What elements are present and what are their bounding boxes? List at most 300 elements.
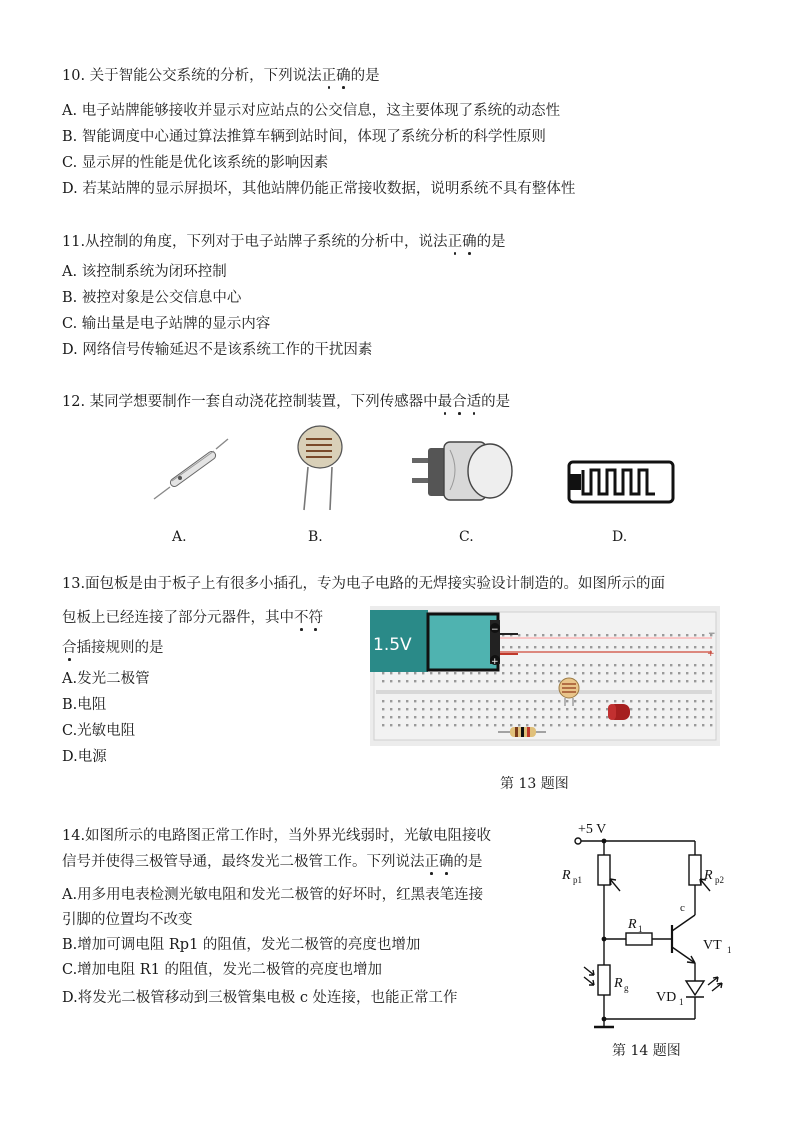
sensor-d-image	[565, 458, 677, 508]
breadboard-hole	[558, 700, 560, 702]
sensor-d-label: D.	[612, 529, 628, 545]
breadboard-hole	[630, 680, 632, 682]
breadboard-hole	[534, 680, 536, 682]
vd1-label: VD	[656, 990, 677, 1005]
breadboard-hole	[598, 708, 600, 710]
vt1-sub-label: 1	[727, 945, 732, 955]
breadboard-hole	[430, 680, 432, 682]
breadboard-hole	[566, 646, 568, 648]
sensor-b-image	[290, 425, 350, 515]
breadboard-hole	[678, 634, 680, 636]
breadboard-hole	[606, 680, 608, 682]
breadboard-hole	[566, 664, 568, 666]
breadboard-hole	[550, 646, 552, 648]
q12-stem: 12. 某同学想要制作一套自动浇花控制装置，下列传感器中最合适的是	[62, 394, 511, 410]
breadboard-hole	[678, 724, 680, 726]
breadboard-hole	[614, 672, 616, 674]
breadboard-hole	[510, 700, 512, 702]
breadboard-hole	[486, 716, 488, 718]
vt1-label: VT	[703, 938, 722, 953]
breadboard-hole	[462, 716, 464, 718]
battery-voltage-label: 1.5V	[373, 635, 412, 655]
breadboard-hole	[542, 634, 544, 636]
breadboard-hole	[526, 634, 528, 636]
breadboard-hole	[646, 708, 648, 710]
breadboard-hole	[558, 716, 560, 718]
breadboard-hole	[422, 672, 424, 674]
breadboard-hole	[662, 664, 664, 666]
breadboard-hole	[582, 664, 584, 666]
breadboard-hole	[542, 672, 544, 674]
breadboard-hole	[702, 724, 704, 726]
breadboard-hole	[606, 724, 608, 726]
breadboard-hole	[638, 672, 640, 674]
breadboard-hole	[654, 646, 656, 648]
breadboard-hole	[710, 700, 712, 702]
breadboard-hole	[430, 708, 432, 710]
q13-option-b: B.电阻	[62, 697, 107, 713]
breadboard-hole	[446, 708, 448, 710]
breadboard-hole	[398, 700, 400, 702]
breadboard-hole	[502, 672, 504, 674]
breadboard-hole	[478, 708, 480, 710]
breadboard-hole	[598, 700, 600, 702]
breadboard-hole	[606, 672, 608, 674]
breadboard-hole	[710, 664, 712, 666]
breadboard-hole	[494, 716, 496, 718]
breadboard-hole	[558, 664, 560, 666]
rail-minus-label: −	[708, 629, 716, 639]
breadboard-hole	[670, 634, 672, 636]
breadboard-hole	[670, 716, 672, 718]
breadboard-hole	[630, 664, 632, 666]
breadboard-hole	[534, 646, 536, 648]
breadboard-hole	[646, 716, 648, 718]
breadboard-hole	[510, 680, 512, 682]
breadboard-hole	[646, 634, 648, 636]
battery-minus-label: −	[491, 625, 499, 635]
breadboard-hole	[550, 700, 552, 702]
breadboard-hole	[686, 672, 688, 674]
breadboard-hole	[606, 646, 608, 648]
breadboard-hole	[446, 716, 448, 718]
breadboard-hole	[502, 646, 504, 648]
breadboard-hole	[582, 716, 584, 718]
breadboard-hole	[478, 716, 480, 718]
breadboard-hole	[598, 716, 600, 718]
breadboard-hole	[486, 708, 488, 710]
q10-option-c: C. 显示屏的性能是优化该系统的影响因素	[62, 155, 329, 171]
breadboard-hole	[510, 646, 512, 648]
breadboard-hole	[478, 680, 480, 682]
breadboard-hole	[614, 700, 616, 702]
breadboard-hole	[502, 716, 504, 718]
breadboard-hole	[518, 664, 520, 666]
breadboard-hole	[710, 672, 712, 674]
breadboard-hole	[510, 664, 512, 666]
breadboard-hole	[550, 672, 552, 674]
rp1-label: R	[562, 868, 571, 883]
breadboard-hole	[622, 646, 624, 648]
breadboard-hole	[534, 716, 536, 718]
breadboard-hole	[558, 724, 560, 726]
breadboard-hole	[454, 716, 456, 718]
breadboard-hole	[542, 700, 544, 702]
breadboard-hole	[470, 724, 472, 726]
breadboard-hole	[574, 646, 576, 648]
breadboard-hole	[662, 672, 664, 674]
rail-plus-label: +	[707, 649, 715, 659]
breadboard-hole	[518, 724, 520, 726]
breadboard-hole	[694, 634, 696, 636]
breadboard-hole	[422, 724, 424, 726]
breadboard-figure	[370, 606, 720, 746]
breadboard-hole	[574, 700, 576, 702]
breadboard-hole	[558, 634, 560, 636]
breadboard-hole	[686, 680, 688, 682]
breadboard-hole	[678, 646, 680, 648]
breadboard-hole	[406, 680, 408, 682]
breadboard-hole	[470, 716, 472, 718]
breadboard-hole	[398, 716, 400, 718]
breadboard-hole	[438, 672, 440, 674]
breadboard-hole	[702, 716, 704, 718]
breadboard-hole	[494, 700, 496, 702]
circuit-diagram	[560, 815, 760, 1030]
breadboard-hole	[398, 680, 400, 682]
q10-option-d: D. 若某站牌的显示屏损坏，其他站牌仍能正常接收数据，说明系统不具有整体性	[62, 181, 576, 197]
breadboard-hole	[614, 646, 616, 648]
breadboard-hole	[542, 724, 544, 726]
q11-option-d: D. 网络信号传输延迟不是该系统工作的干扰因素	[62, 342, 373, 358]
breadboard-hole	[462, 724, 464, 726]
breadboard-hole	[614, 680, 616, 682]
breadboard-hole	[406, 716, 408, 718]
breadboard-hole	[550, 708, 552, 710]
breadboard-hole	[694, 708, 696, 710]
breadboard-hole	[406, 708, 408, 710]
breadboard-hole	[382, 724, 384, 726]
breadboard-hole	[414, 716, 416, 718]
breadboard-hole	[382, 680, 384, 682]
sensor-a-label: A.	[172, 529, 187, 545]
sensor-c-image	[410, 432, 520, 512]
breadboard-hole	[438, 724, 440, 726]
breadboard-hole	[526, 664, 528, 666]
breadboard-hole	[582, 708, 584, 710]
breadboard-hole	[470, 708, 472, 710]
breadboard-hole	[622, 680, 624, 682]
breadboard-hole	[406, 672, 408, 674]
breadboard-hole	[446, 724, 448, 726]
breadboard-hole	[414, 680, 416, 682]
breadboard-hole	[670, 680, 672, 682]
breadboard-hole	[646, 700, 648, 702]
q11-stem: 11.从控制的角度，下列对于电子站牌子系统的分析中，说法正确的是	[62, 234, 506, 250]
breadboard-hole	[446, 680, 448, 682]
breadboard-hole	[702, 646, 704, 648]
sensor-a-image	[150, 435, 230, 505]
breadboard-hole	[678, 680, 680, 682]
battery-plus-label: +	[491, 657, 499, 667]
breadboard-hole	[646, 680, 648, 682]
breadboard-hole	[486, 724, 488, 726]
breadboard-hole	[710, 716, 712, 718]
breadboard-hole	[606, 664, 608, 666]
breadboard-hole	[654, 634, 656, 636]
breadboard-hole	[630, 672, 632, 674]
breadboard-hole	[598, 664, 600, 666]
breadboard-hole	[542, 646, 544, 648]
breadboard-hole	[422, 716, 424, 718]
breadboard-hole	[462, 680, 464, 682]
breadboard-hole	[502, 664, 504, 666]
breadboard-hole	[678, 700, 680, 702]
breadboard-hole	[494, 680, 496, 682]
breadboard-hole	[582, 680, 584, 682]
breadboard-hole	[582, 646, 584, 648]
breadboard-hole	[670, 664, 672, 666]
breadboard-hole	[710, 680, 712, 682]
breadboard-hole	[398, 724, 400, 726]
breadboard-hole	[438, 716, 440, 718]
breadboard-hole	[630, 634, 632, 636]
breadboard-hole	[430, 724, 432, 726]
q14-option-c: C.增加电阻 R1 的阻值，发光二极管的亮度也增加	[62, 962, 383, 978]
breadboard-hole	[502, 724, 504, 726]
breadboard-hole	[574, 716, 576, 718]
breadboard-hole	[414, 708, 416, 710]
breadboard-hole	[382, 700, 384, 702]
breadboard-hole	[662, 646, 664, 648]
breadboard-hole	[710, 724, 712, 726]
breadboard-hole	[518, 680, 520, 682]
breadboard-hole	[454, 680, 456, 682]
breadboard-hole	[438, 700, 440, 702]
breadboard-hole	[670, 700, 672, 702]
breadboard-hole	[662, 708, 664, 710]
breadboard-hole	[566, 716, 568, 718]
breadboard-hole	[518, 708, 520, 710]
breadboard-hole	[534, 700, 536, 702]
breadboard-hole	[382, 708, 384, 710]
breadboard-hole	[598, 724, 600, 726]
sensor-b-label: B.	[308, 529, 323, 545]
breadboard-hole	[566, 634, 568, 636]
breadboard-hole	[590, 672, 592, 674]
breadboard-hole	[518, 672, 520, 674]
breadboard-hole	[422, 680, 424, 682]
q13-stem-line3: 合插接规则的是	[62, 640, 164, 656]
breadboard-hole	[662, 724, 664, 726]
q14-figure-caption: 第 14 题图	[612, 1043, 681, 1059]
breadboard-hole	[662, 700, 664, 702]
breadboard-hole	[510, 708, 512, 710]
q13-option-d: D.电源	[62, 749, 107, 765]
breadboard-hole	[470, 700, 472, 702]
breadboard-hole	[510, 716, 512, 718]
breadboard-hole	[574, 724, 576, 726]
breadboard-hole	[614, 724, 616, 726]
breadboard-hole	[694, 724, 696, 726]
breadboard-hole	[526, 700, 528, 702]
breadboard-hole	[606, 700, 608, 702]
breadboard-hole	[454, 700, 456, 702]
breadboard-hole	[686, 716, 688, 718]
breadboard-hole	[638, 716, 640, 718]
breadboard-hole	[638, 724, 640, 726]
r1-label: R	[628, 917, 637, 932]
breadboard-hole	[670, 708, 672, 710]
breadboard-hole	[534, 634, 536, 636]
breadboard-hole	[646, 646, 648, 648]
breadboard-hole	[598, 646, 600, 648]
rp1-sub-label: p1	[573, 875, 582, 885]
breadboard-hole	[630, 724, 632, 726]
breadboard-hole	[502, 700, 504, 702]
breadboard-hole	[622, 672, 624, 674]
breadboard-hole	[566, 724, 568, 726]
breadboard-hole	[598, 680, 600, 682]
breadboard-hole	[542, 680, 544, 682]
q14-stem-line1: 14.如图所示的电路图正常工作时，当外界光线弱时，光敏电阻接收	[62, 828, 492, 844]
breadboard-hole	[462, 672, 464, 674]
breadboard-hole	[390, 708, 392, 710]
breadboard-hole	[542, 716, 544, 718]
supply-label: +5 V	[578, 822, 607, 837]
breadboard-hole	[422, 700, 424, 702]
breadboard-hole	[526, 716, 528, 718]
rg-sub-label: g	[624, 983, 629, 993]
breadboard-hole	[478, 700, 480, 702]
breadboard-hole	[494, 672, 496, 674]
breadboard-hole	[622, 664, 624, 666]
breadboard-hole	[502, 708, 504, 710]
breadboard-hole	[542, 664, 544, 666]
breadboard-hole	[566, 672, 568, 674]
breadboard-hole	[678, 708, 680, 710]
breadboard-hole	[454, 708, 456, 710]
breadboard-hole	[590, 646, 592, 648]
breadboard-hole	[686, 646, 688, 648]
breadboard-hole	[638, 664, 640, 666]
breadboard-hole	[430, 716, 432, 718]
breadboard-hole	[574, 672, 576, 674]
breadboard-hole	[414, 700, 416, 702]
breadboard-hole	[678, 664, 680, 666]
breadboard-hole	[574, 634, 576, 636]
breadboard-hole	[542, 708, 544, 710]
breadboard-hole	[582, 724, 584, 726]
breadboard-hole	[526, 672, 528, 674]
breadboard-hole	[590, 664, 592, 666]
breadboard-hole	[574, 708, 576, 710]
breadboard-hole	[654, 700, 656, 702]
breadboard-hole	[662, 716, 664, 718]
q11-option-c: C. 输出量是电子站牌的显示内容	[62, 316, 271, 332]
breadboard-hole	[438, 708, 440, 710]
breadboard-hole	[694, 672, 696, 674]
breadboard-hole	[550, 724, 552, 726]
breadboard-hole	[694, 716, 696, 718]
breadboard-hole	[670, 672, 672, 674]
breadboard-hole	[702, 664, 704, 666]
breadboard-hole	[486, 700, 488, 702]
breadboard-hole	[518, 646, 520, 648]
breadboard-hole	[558, 680, 560, 682]
breadboard-hole	[510, 724, 512, 726]
q14-stem-line2: 信号并使得三极管导通，最终发光二极管工作。下列说法正确的是	[62, 854, 483, 870]
breadboard-hole	[694, 680, 696, 682]
breadboard-hole	[502, 680, 504, 682]
breadboard-hole	[702, 700, 704, 702]
breadboard-hole	[654, 708, 656, 710]
breadboard-hole	[486, 680, 488, 682]
q11-option-a: A. 该控制系统为闭环控制	[62, 264, 227, 280]
breadboard-hole	[710, 708, 712, 710]
breadboard-hole	[550, 634, 552, 636]
breadboard-hole	[414, 724, 416, 726]
breadboard-hole	[550, 680, 552, 682]
breadboard-hole	[438, 680, 440, 682]
breadboard-hole	[510, 672, 512, 674]
q11-option-b: B. 被控对象是公交信息中心	[62, 290, 242, 306]
breadboard-hole	[550, 716, 552, 718]
r1-sub-label: 1	[638, 924, 643, 934]
breadboard-hole	[558, 672, 560, 674]
breadboard-hole	[694, 700, 696, 702]
breadboard-hole	[590, 700, 592, 702]
breadboard-hole	[702, 680, 704, 682]
breadboard-hole	[526, 646, 528, 648]
breadboard-hole	[470, 680, 472, 682]
breadboard-hole	[582, 634, 584, 636]
breadboard-hole	[686, 724, 688, 726]
breadboard-hole	[518, 716, 520, 718]
breadboard-hole	[390, 716, 392, 718]
breadboard-hole	[654, 724, 656, 726]
breadboard-hole	[606, 634, 608, 636]
breadboard-hole	[686, 634, 688, 636]
breadboard-hole	[534, 664, 536, 666]
breadboard-hole	[414, 672, 416, 674]
rp2-label: R	[704, 868, 713, 883]
breadboard-hole	[630, 716, 632, 718]
breadboard-hole	[430, 700, 432, 702]
breadboard-hole	[478, 724, 480, 726]
breadboard-hole	[390, 724, 392, 726]
breadboard-hole	[590, 716, 592, 718]
breadboard-hole	[622, 634, 624, 636]
breadboard-hole	[462, 700, 464, 702]
breadboard-hole	[382, 672, 384, 674]
breadboard-hole	[566, 700, 568, 702]
breadboard-hole	[646, 724, 648, 726]
breadboard-hole	[494, 708, 496, 710]
breadboard-hole	[590, 680, 592, 682]
breadboard-hole	[630, 700, 632, 702]
breadboard-hole	[654, 680, 656, 682]
led-component	[608, 704, 630, 720]
sensor-c-label: C.	[459, 529, 474, 545]
q14-option-b: B.增加可调电阻 Rp1 的阻值，发光二极管的亮度也增加	[62, 937, 421, 953]
breadboard-hole	[430, 672, 432, 674]
q13-stem-line2: 包板上已经连接了部分元器件，其中不符	[62, 610, 323, 626]
collector-label: c	[680, 902, 685, 914]
breadboard-hole	[686, 664, 688, 666]
q14-option-a-line2: 引脚的位置均不改变	[62, 912, 193, 928]
breadboard-hole	[582, 672, 584, 674]
